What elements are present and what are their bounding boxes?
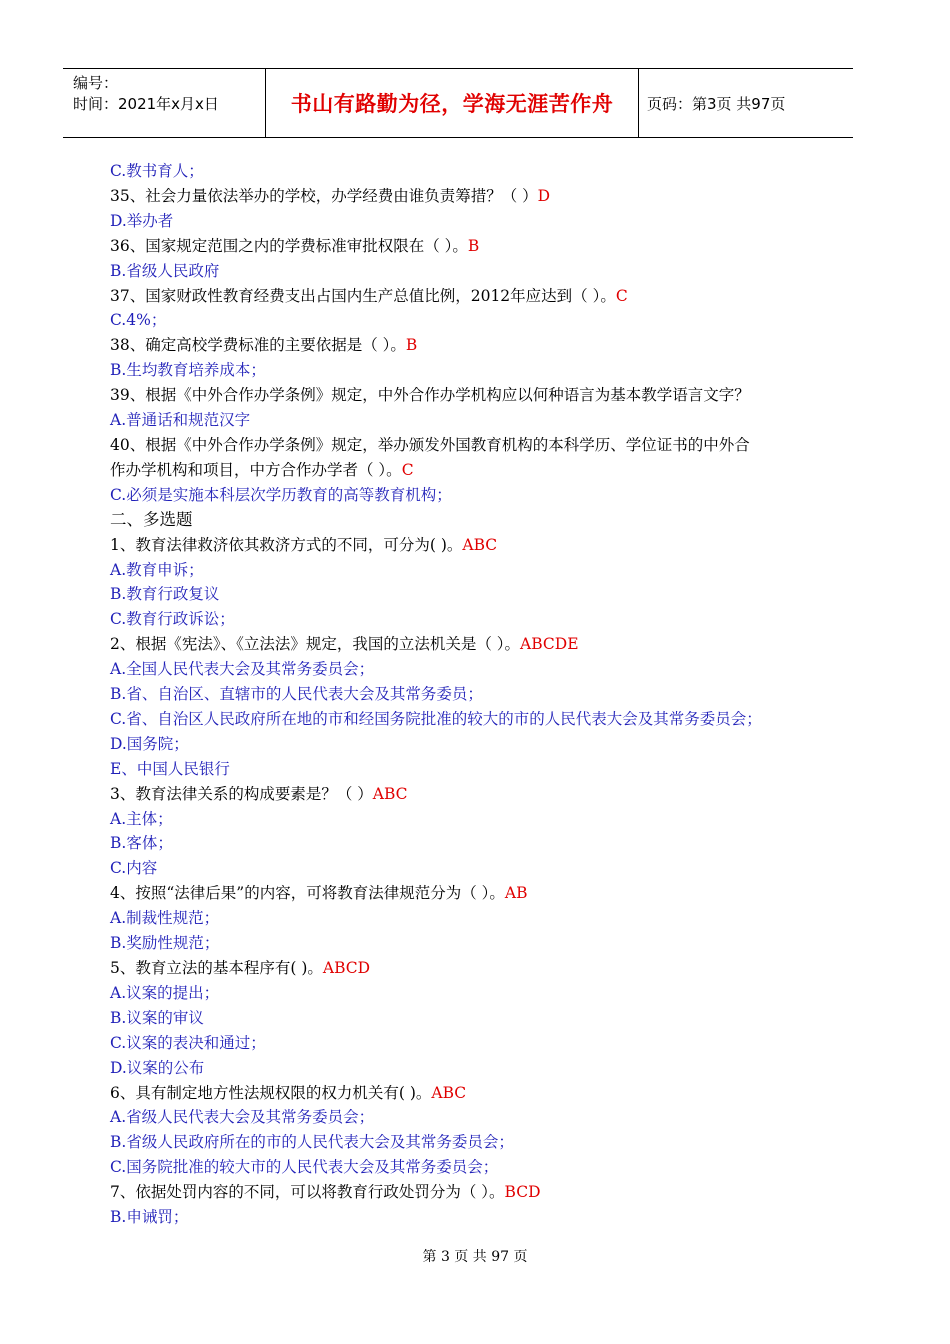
answer-option: D.国务院；: [110, 734, 189, 753]
question-line: [110, 284, 810, 309]
answer-option: A.全国人民代表大会及其常务委员会；: [110, 660, 375, 679]
question-line: [110, 533, 810, 558]
answer-option: D.议案的公布: [110, 1058, 205, 1077]
answer-option: B.生均教育培养成本；: [110, 361, 266, 380]
answer-key: AB: [504, 884, 528, 903]
question-line: [110, 782, 810, 807]
answer-key: B: [467, 236, 480, 255]
question-text: 1、教育法律救济依其救济方式的不同，可分为( )。: [110, 535, 463, 554]
motto: 书山有路勤为径，学海无涯苦作舟: [290, 92, 614, 116]
answer-key: BCD: [504, 1183, 541, 1202]
answer-option: A.主体；: [110, 809, 173, 828]
time-label: 时间：2021年x月x日: [73, 95, 219, 113]
question-text: 36、国家规定范围之内的学费标准审批权限在（ ）。: [110, 236, 468, 255]
question-line: [110, 1081, 810, 1106]
section-heading: 二、多选题: [110, 509, 193, 529]
question-text: 40、根据《中外合作办学条例》规定，举办颁发外国教育机构的本科学历、学位证书的中外合: [110, 435, 750, 454]
answer-option: B.省级人民政府所在的市的人民代表大会及其常务委员会；: [110, 1133, 514, 1152]
question-text: 5、教育立法的基本程序有( )。: [110, 959, 323, 977]
answer-option: C.国务院批准的较大市的人民代表大会及其常务委员会；: [110, 1158, 499, 1177]
answer-option: A.普通话和规范汉字: [110, 411, 251, 430]
question-line: [110, 383, 810, 408]
question-text: 4、按照“法律后果”的内容，可将教育法律规范分为（ ）。: [110, 884, 505, 903]
header-motto-cell: [265, 69, 639, 137]
answer-key: B: [405, 336, 418, 355]
footer-page-number: 第 3 页 共 97 页: [422, 1249, 528, 1265]
number-label: 编号：: [73, 74, 119, 92]
answer-option: C.内容: [110, 859, 158, 878]
question-text: 作办学机构和项目，中方合作办学者（ ）。: [110, 460, 402, 479]
answer-option: C.教育行政诉讼；: [110, 610, 235, 629]
page-footer: [0, 1246, 950, 1266]
answer-option: B.申诫罚；: [110, 1208, 189, 1227]
answer-option: B.省、自治区、直辖市的人民代表大会及其常务委员；: [110, 685, 483, 704]
question-text: 38、确定高校学费标准的主要依据是（ ）。: [110, 336, 406, 355]
answer-option: C.议案的表决和通过；: [110, 1033, 266, 1052]
question-line: [110, 881, 810, 906]
page-header: [63, 68, 853, 138]
answer-option: A.议案的提出；: [110, 983, 220, 1002]
header-meta-cell: [63, 69, 265, 137]
answer-key: ABC: [372, 784, 408, 803]
answer-key: D: [537, 186, 551, 205]
document-body: [110, 159, 810, 1230]
answer-option: B.客体；: [110, 834, 173, 853]
header-page-cell: [639, 69, 853, 137]
answer-key: ABC: [431, 1083, 467, 1102]
question-line: [110, 234, 810, 259]
question-text: 6、具有制定地方性法规权限的权力机关有( )。: [110, 1083, 432, 1102]
question-line: [110, 632, 810, 657]
answer-option: C.教书育人；: [110, 162, 204, 180]
question-line: [110, 184, 810, 209]
question-line: [110, 433, 810, 458]
question-text: 39、根据《中外合作办学条例》规定，中外合作办学机构应以何种语言为基本教学语言文字？: [110, 386, 750, 405]
question-text: 35、社会力量依法举办的学校，办学经费由谁负责筹措？（ ）: [110, 186, 538, 205]
question-line: [110, 1180, 810, 1205]
answer-option: B.议案的审议: [110, 1008, 204, 1027]
question-text: 3、教育法律关系的构成要素是？（ ）: [110, 784, 373, 803]
answer-option: E、中国人民银行: [110, 759, 230, 778]
question-text: 7、依据处罚内容的不同，可以将教育行政处罚分为（ ）。: [110, 1183, 505, 1202]
answer-option: B.奖励性规范；: [110, 934, 220, 953]
answer-option: A.制裁性规范；: [110, 909, 220, 928]
answer-option: D.举办者: [110, 211, 174, 230]
answer-option: A.教育申诉；: [110, 560, 204, 579]
answer-key: C: [401, 460, 414, 479]
answer-key: ABC: [462, 535, 498, 554]
answer-option: A.省级人民代表大会及其常务委员会；: [110, 1108, 375, 1127]
answer-option: C.4%；: [110, 311, 167, 330]
question-line: [110, 956, 810, 981]
answer-option: B.省级人民政府: [110, 261, 220, 280]
question-line: [110, 458, 810, 483]
answer-key: ABCDE: [520, 635, 579, 654]
answer-option: C.必须是实施本科层次学历教育的高等教育机构；: [110, 485, 452, 504]
page-label: 页码：第3页 共97页: [647, 94, 786, 113]
answer-option: B.教育行政复议: [110, 585, 220, 604]
question-text: 2、根据《宪法》、《立法法》规定，我国的立法机关是（ ）。: [110, 635, 521, 654]
answer-key: ABCD: [322, 959, 371, 977]
question-text: 37、国家财政性教育经费支出占国内生产总值比例，2012年应达到（ ）。: [110, 286, 616, 305]
question-line: [110, 333, 810, 358]
answer-key: C: [615, 286, 628, 305]
answer-option: C.省、自治区人民政府所在地的市和经国务院批准的较大的市的人民代表大会及其常务委员会；: [110, 709, 762, 728]
